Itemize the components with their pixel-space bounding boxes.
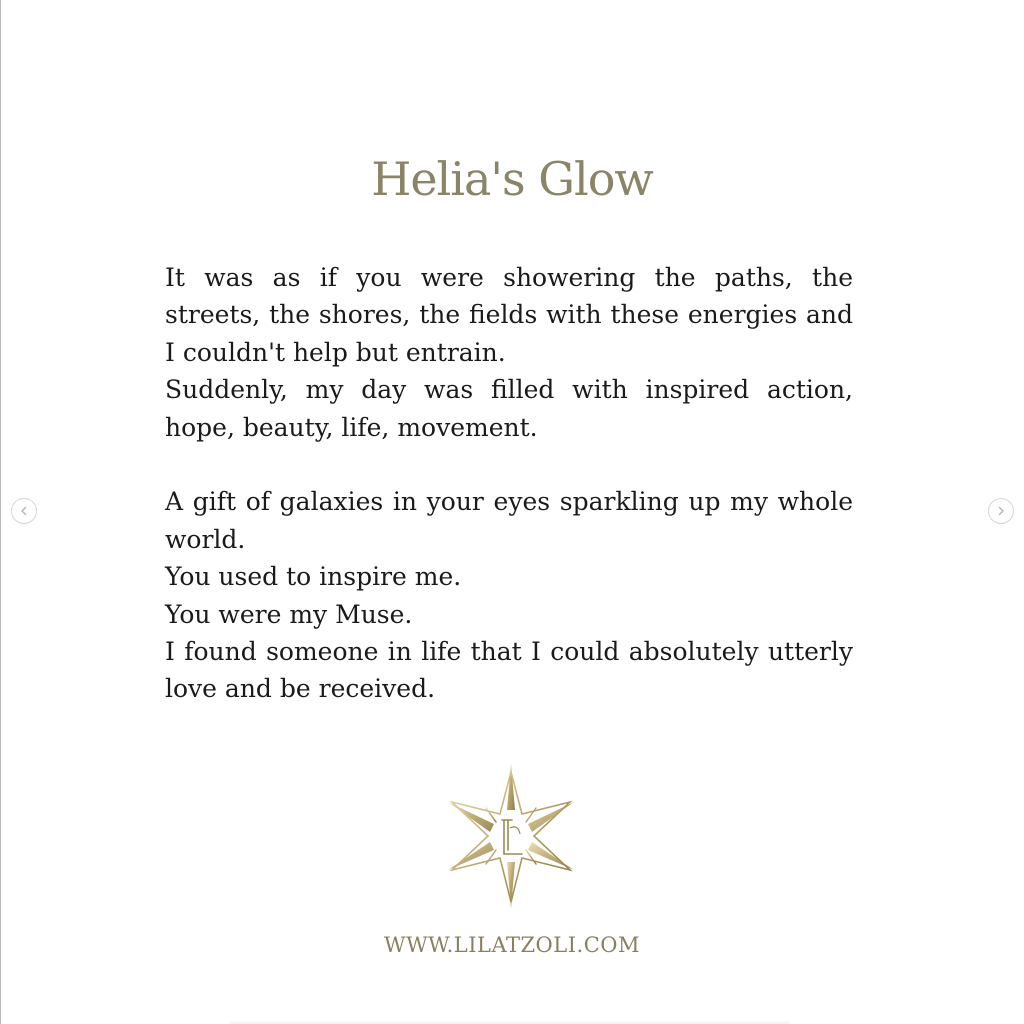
chevron-left-icon	[18, 505, 30, 517]
poem-line: You were my Muse.	[165, 599, 413, 629]
poem-line: It was as if you were showering the paths, the streets, the shores, the fields with these energies and I couldn't help but entrain.	[165, 263, 853, 367]
chevron-right-icon	[995, 505, 1007, 517]
poem-line: You used to inspire me.	[165, 562, 462, 592]
website-url[interactable]: WWW.LILATZOLI.COM	[384, 933, 640, 957]
poem-line: A gift of galaxies in your eyes sparkling up my whole world.	[165, 487, 853, 554]
stanza-break	[165, 446, 853, 483]
page-title: Helia's Glow	[371, 152, 653, 206]
poem-line: Suddenly, my day was filled with inspired action, hope, beauty, life, movement.	[165, 375, 853, 442]
poem-line: I found someone in life that I could absolutely utterly love and be received.	[165, 637, 853, 704]
star-logo-icon	[446, 762, 576, 910]
bottom-shadow	[230, 1020, 790, 1024]
next-slide-button[interactable]	[988, 498, 1014, 524]
poem-body	[165, 259, 853, 708]
previous-slide-button[interactable]	[11, 498, 37, 524]
